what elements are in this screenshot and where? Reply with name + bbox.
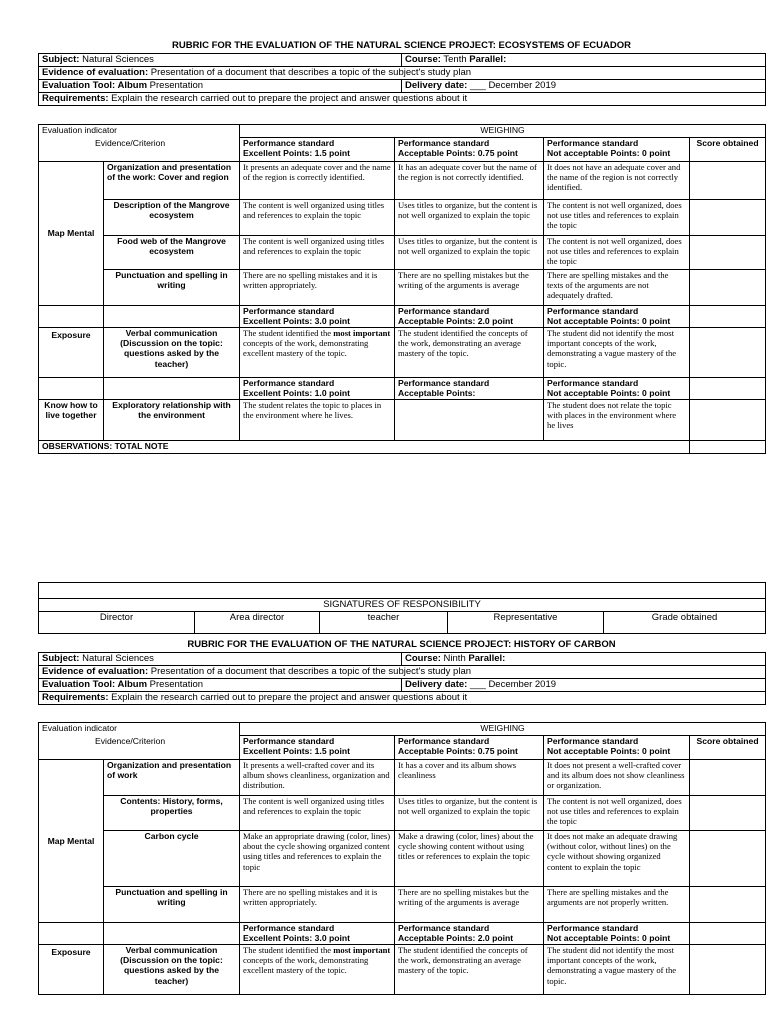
acceptable-text: Uses titles to organize, but the content is not well organized to explain the topic (395, 796, 544, 831)
course-cell (402, 653, 766, 666)
signatures-block (38, 582, 765, 634)
criterion-punctuation: Punctuation and spelling in writing (104, 270, 240, 306)
acceptable-text: Uses titles to organize, but the content is not well organized to explain the topic (395, 200, 544, 236)
area-exposure: Exposure (39, 945, 104, 995)
blank-cell (104, 378, 240, 400)
blank-cell (104, 923, 240, 945)
standard-label: Performance standard (398, 736, 490, 746)
standard-label: Performance standard (243, 923, 335, 933)
not-acceptable-text: The content is not well organized, does not use titles and references to explain the topic (544, 796, 690, 831)
acceptable-text (395, 400, 544, 441)
signature-director: Director (39, 612, 195, 634)
delivery-cell (402, 679, 766, 692)
blank-row (39, 583, 766, 599)
standard-not-acceptable (544, 378, 690, 400)
delivery-label: Delivery date: (405, 679, 468, 690)
excellent-text: Make an appropriate drawing (color, lines) about the cycle showing organized content using titles and references to explain the topic (240, 831, 395, 887)
criterion-mangrove-description: Description of the Mangrove ecosystem (104, 200, 240, 236)
requirements-cell (39, 692, 766, 705)
criterion-organization: Organization and presentation of the work: Cover and region (104, 162, 240, 200)
blank-cell (39, 378, 104, 400)
requirements-cell (39, 93, 766, 106)
text-part: concepts of the work, demonstrating excellent mastery of the topic. (243, 955, 369, 976)
standard-excellent (240, 306, 395, 328)
evidence-label: Evidence of evaluation: (42, 67, 149, 78)
parallel-label: Parallel: (469, 54, 507, 65)
score-cell (690, 162, 766, 200)
acceptable-text: It has a cover and its album shows cleanliness (395, 760, 544, 796)
excellent-text: It presents a well-crafted cover and its album shows cleanliness, organization and distribution. (240, 760, 395, 796)
standard-excellent (240, 138, 395, 162)
not-acceptable-text: It does not have an adequate cover and the name of the region is not correctly identified. (544, 162, 690, 200)
rubric2-title: RUBRIC FOR THE EVALUATION OF THE NATURAL SCIENCE PROJECT: HISTORY OF CARBON (187, 639, 616, 650)
criterion-organization: Organization and presentation of work (104, 760, 240, 796)
course-value: Ninth (440, 653, 469, 664)
area-know-how-to-live-together: Know how to live together (39, 400, 104, 441)
text-part: concepts of the work, demonstrating excellent mastery of the topic. (243, 338, 369, 359)
not-acceptable-text: The student did not identify the most important concepts of the work, demonstrating a vague mastery of the topic. (544, 945, 690, 995)
score-cell (690, 270, 766, 306)
evidence-label: Evidence of evaluation: (42, 666, 149, 677)
blank-cell (104, 306, 240, 328)
score-header: Score obtained (690, 736, 766, 760)
not-acceptable-text: There are spelling mistakes and the texts of the arguments are not adequately drafted. (544, 270, 690, 306)
text-emphasis: most important (333, 328, 391, 338)
points-label: Acceptable Points: 0.75 point (398, 148, 518, 159)
requirements-value: Explain the research carried out to prepare the project and answer questions about it (108, 93, 468, 104)
blank-cell (39, 923, 104, 945)
points-label: Not acceptable Points: 0 point (547, 148, 671, 159)
criterion-verbal-communication: Verbal communication (Discussion on the topic: questions asked by the teacher) (104, 328, 240, 378)
standard-acceptable (395, 736, 544, 760)
points-label: Excellent Points: 1.5 point (243, 746, 350, 757)
excellent-text (240, 945, 395, 995)
score-cell (690, 945, 766, 995)
course-label: Course: (405, 653, 441, 664)
rubric1-info (38, 53, 765, 106)
weighing-header: WEIGHING (240, 723, 766, 736)
tool-cell (39, 80, 402, 93)
points-label: Excellent Points: 1.0 point (243, 388, 350, 399)
criterion-punctuation: Punctuation and spelling in writing (104, 887, 240, 923)
course-value: Tenth (440, 54, 470, 65)
standard-not-acceptable (544, 306, 690, 328)
standard-label: Performance standard (398, 923, 490, 933)
subject-value: Natural Sciences (79, 54, 154, 65)
not-acceptable-text: The student did not identify the most important concepts of the work, demonstrating a vague mastery of the topic. (544, 328, 690, 378)
text-part: The student identified the (243, 945, 334, 955)
score-cell (690, 400, 766, 441)
points-label: Not acceptable Points: 0 point (547, 933, 671, 944)
acceptable-text: Make a drawing (color, lines) about the cycle showing content without using titles or references to explain the topic (395, 831, 544, 887)
standard-excellent (240, 378, 395, 400)
points-label: Excellent Points: 3.0 point (243, 316, 350, 327)
score-cell (690, 887, 766, 923)
score-cell (690, 236, 766, 270)
rubric1-table (38, 124, 765, 454)
blank-cell (690, 306, 766, 328)
standard-acceptable (395, 138, 544, 162)
excellent-text: It presents an adequate cover and the name of the region is correctly identified. (240, 162, 395, 200)
criterion-exploratory-relationship: Exploratory relationship with the environment (104, 400, 240, 441)
score-cell (690, 760, 766, 796)
acceptable-text: The student identified the concepts of the work, demonstrating an average mastery of the topic. (395, 945, 544, 995)
not-acceptable-text: The student does not relate the topic with places in the environment where he lives (544, 400, 690, 441)
not-acceptable-text: There are spelling mistakes and the arguments are not properly written. (544, 887, 690, 923)
delivery-value: ___ December 2019 (467, 679, 557, 690)
area-map-mental: Map Mental (39, 760, 104, 923)
signature-grade-obtained: Grade obtained (604, 612, 766, 634)
points-label: Acceptable Points: 0.75 point (398, 746, 518, 757)
points-label: Excellent Points: 3.0 point (243, 933, 350, 944)
points-label: Acceptable Points: (398, 388, 476, 399)
standard-acceptable (395, 306, 544, 328)
total-note-cell (690, 441, 766, 454)
evaluation-indicator-label: Evaluation indicator (39, 723, 240, 736)
points-label: Not acceptable Points: 0 point (547, 388, 671, 399)
standard-label: Performance standard (243, 378, 335, 388)
delivery-label: Delivery date: (405, 80, 468, 91)
weighing-header: WEIGHING (240, 125, 766, 138)
acceptable-text: There are no spelling mistakes but the writing of the arguments is average (395, 887, 544, 923)
standard-label: Performance standard (547, 736, 639, 746)
signature-teacher: teacher (320, 612, 448, 634)
evidence-cell (39, 666, 766, 679)
excellent-text: The student relates the topic to places in the environment where he lives. (240, 400, 395, 441)
subject-cell (39, 653, 402, 666)
subject-label: Subject: (42, 653, 80, 664)
area-map-mental: Map Mental (39, 162, 104, 306)
points-label: Acceptable Points: 2.0 point (398, 933, 514, 944)
standard-label: Performance standard (547, 378, 639, 388)
excellent-text: The content is well organized using titles and references to explain the topic (240, 796, 395, 831)
criterion-food-web: Food web of the Mangrove ecosystem (104, 236, 240, 270)
rubric2-table (38, 722, 765, 995)
blank-cell (690, 378, 766, 400)
standard-label: Performance standard (398, 138, 490, 148)
score-cell (690, 328, 766, 378)
tool-cell (39, 679, 402, 692)
requirements-value: Explain the research carried out to prepare the project and answer questions about it (108, 692, 468, 703)
score-header: Score obtained (690, 138, 766, 162)
rubric1-title: RUBRIC FOR THE EVALUATION OF THE NATURAL SCIENCE PROJECT: ECOSYSTEMS OF ECUADOR (171, 40, 631, 51)
score-cell (690, 831, 766, 887)
standard-label: Performance standard (398, 306, 490, 316)
evaluation-indicator-label: Evaluation indicator (39, 125, 240, 138)
criterion-contents: Contents: History, forms, properties (104, 796, 240, 831)
delivery-cell (402, 80, 766, 93)
evidence-value: Presentation of a document that describes a topic of the subject's study plan (148, 666, 472, 677)
excellent-text: There are no spelling mistakes and it is written appropriately. (240, 270, 395, 306)
excellent-text: The content is well organized using titles and references to explain the topic (240, 236, 395, 270)
not-acceptable-text: The content is not well organized, does not use titles and references to explain the topic (544, 200, 690, 236)
standard-excellent (240, 736, 395, 760)
excellent-text: There are no spelling mistakes and it is written appropriately. (240, 887, 395, 923)
evidence-cell (39, 67, 766, 80)
tool-value: Presentation (147, 80, 204, 91)
acceptable-text: Uses titles to organize, but the content is not well organized to explain the topic (395, 236, 544, 270)
tool-value-bold: Album (115, 80, 148, 91)
text-emphasis: most important (333, 945, 391, 955)
standard-not-acceptable (544, 923, 690, 945)
standard-excellent (240, 923, 395, 945)
standard-label: Performance standard (398, 378, 490, 388)
tool-label: Evaluation Tool: (42, 80, 116, 91)
requirements-label: Requirements: (42, 692, 109, 703)
points-label: Not acceptable Points: 0 point (547, 316, 671, 327)
acceptable-text: It has an adequate cover but the name of the region is not correctly identified. (395, 162, 544, 200)
parallel-label: Parallel: (468, 653, 506, 664)
standard-label: Performance standard (547, 138, 639, 148)
score-cell (690, 796, 766, 831)
evidence-criterion-header: Evidence/Criterion (39, 138, 240, 162)
criterion-verbal-communication: Verbal communication (Discussion on the topic: questions asked by the teacher) (104, 945, 240, 995)
acceptable-text: The student identified the concepts of the work, demonstrating an average mastery of the topic. (395, 328, 544, 378)
not-acceptable-text: It does not present a well-crafted cover and its album does not show cleanliness or organization. (544, 760, 690, 796)
standard-label: Performance standard (547, 923, 639, 933)
not-acceptable-text: The content is not well organized, does not use titles and references to explain the topic (544, 236, 690, 270)
signature-representative: Representative (448, 612, 604, 634)
course-cell (402, 54, 766, 67)
signatures-title: SIGNATURES OF RESPONSIBILITY (39, 599, 766, 612)
rubric2-info (38, 652, 765, 705)
criterion-carbon-cycle: Carbon cycle (104, 831, 240, 887)
delivery-value: ___ December 2019 (467, 80, 557, 91)
course-label: Course: (405, 54, 441, 65)
points-label: Excellent Points: 1.5 point (243, 148, 350, 159)
area-exposure: Exposure (39, 328, 104, 378)
standard-not-acceptable (544, 736, 690, 760)
standard-label: Performance standard (243, 138, 335, 148)
standard-label: Performance standard (243, 736, 335, 746)
tool-value: Presentation (147, 679, 204, 690)
blank-cell (39, 306, 104, 328)
evidence-value: Presentation of a document that describes a topic of the subject's study plan (148, 67, 472, 78)
subject-value: Natural Sciences (79, 653, 154, 664)
evidence-criterion-header: Evidence/Criterion (39, 736, 240, 760)
standard-not-acceptable (544, 138, 690, 162)
requirements-label: Requirements: (42, 93, 109, 104)
acceptable-text: There are no spelling mistakes but the writing of the arguments is average (395, 270, 544, 306)
signature-area-director: Area director (195, 612, 320, 634)
excellent-text: The content is well organized using titles and references to explain the topic (240, 200, 395, 236)
text-part: The student identified the (243, 328, 334, 338)
excellent-text (240, 328, 395, 378)
standard-acceptable (395, 923, 544, 945)
blank-cell (690, 923, 766, 945)
tool-label: Evaluation Tool: (42, 679, 116, 690)
standard-acceptable (395, 378, 544, 400)
tool-value-bold: Album (115, 679, 148, 690)
points-label: Acceptable Points: 2.0 point (398, 316, 514, 327)
subject-label: Subject: (42, 54, 80, 65)
score-cell (690, 200, 766, 236)
points-label: Not acceptable Points: 0 point (547, 746, 671, 757)
standard-label: Performance standard (547, 306, 639, 316)
observations-total-note: OBSERVATIONS: TOTAL NOTE (39, 441, 690, 454)
standard-label: Performance standard (243, 306, 335, 316)
subject-cell (39, 54, 402, 67)
not-acceptable-text: It does not make an adequate drawing (without color, without lines) on the cycle without showing organized content to explain the topic (544, 831, 690, 887)
